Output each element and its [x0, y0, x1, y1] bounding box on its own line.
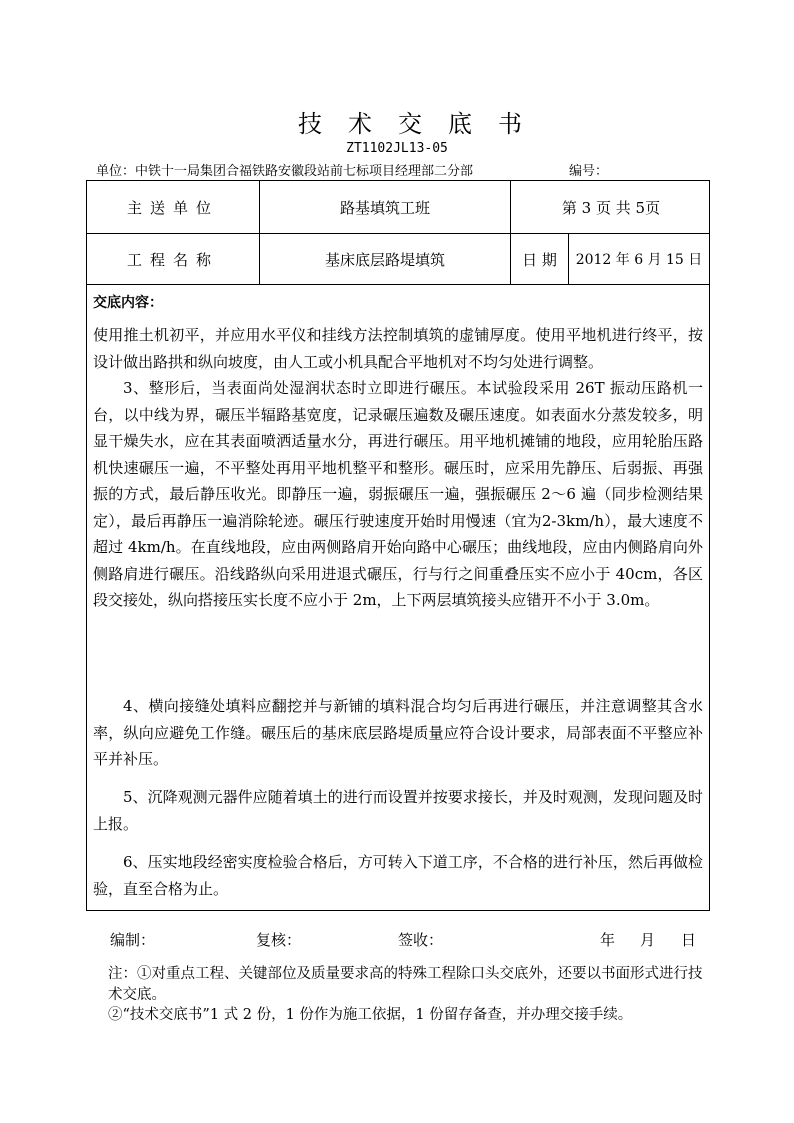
content-paragraph: 4、横向接缝处填料应翻挖并与新铺的填料混合均匀后再进行碾压，并注意调整其含水率，纵向应避免工作缝。碾压后的基床底层路堤质量应符合设计要求，局部表面不平整应补平并补压。 — [93, 697, 703, 768]
project-label: 工程名称 — [126, 250, 219, 269]
reviewer-label: 复核： — [256, 931, 302, 949]
disclosure-sheet — [86, 180, 710, 911]
page-info: 第 3 页 共 5页 — [561, 198, 661, 217]
project-value: 基床底层路堤填筑 — [324, 250, 445, 269]
signer-label: 签收： — [398, 931, 444, 949]
date-value: 2012 年 6 月 15 日 — [575, 252, 703, 268]
content-paragraph: 6、压实地段经密实度检验合格后，方可转入下道工序，不合格的进行补压，然后再做检验，直至合格为止。 — [93, 853, 703, 898]
document-title: 技术交底书 — [298, 110, 548, 138]
content-paragraph: 使用推土机初平，并应用水平仪和挂线方法控制填筑的虚铺厚度。使用平地机进行终平，按设计做出路拱和纵向坡度，由人工或小机具配合平地机对不均匀处进行调整。 — [93, 326, 703, 371]
note-2: ②“技术交底书”1 式 2 份，1 份作为施工依据，1 份留存备查，并办理交接手续。 — [108, 1007, 633, 1023]
content-paragraph: 3、整形后，当表面尚处湿润状态时立即进行碾压。本试验段采用 26T 振动压路机一台，以中线为界，碾压半辐路基宽度，记录碾压遍数及碾压速度。如表面水分蒸发较多，明显干燥失水，应在其表面喷洒适量水分，再进行碾压。用平地机摊铺的地段，应用轮胎压路机快速碾压一遍，不平整处再用平地机整平和整形。碾压时，应采用先静压、后弱振、再强振的方式，最后静压收光。即静压一遍，弱振碾压一遍，强振碾压 2～6 遍（同步检测结果定），最后再静压一遍消除轮迹。碾压行驶速度开始时用慢速（宜为2-3km/h），最大速度不超过 4km/h。在直线地段，应由两侧路肩开始向路中心碾压；曲线地段，应由内侧路肩向外侧路肩进行碾压。沿线路纵向采用进退式碾压，行与行之间重叠压实不应小于 40cm，各区段交接处，纵向搭接压实长度不应小于 2m，上下两层填筑接头应错开不小于 3.0m。 — [93, 379, 703, 609]
day-label: 日 — [681, 931, 697, 949]
month-label: 月 — [640, 931, 656, 949]
note-1: 注：①对重点工程、关键部位及质量要求高的特殊工程除口头交底外，还要以书面形式进行技术交底。 — [108, 966, 703, 1003]
content-heading: 交底内容： — [93, 295, 163, 311]
recipient-label: 主送单位 — [126, 198, 219, 217]
number-label: 编号： — [569, 164, 609, 179]
year-label: 年 — [600, 931, 616, 949]
unit-line: 单位：中铁十一局集团合福铁路安徽段站前七标项目经理部二分部 — [96, 164, 474, 179]
recipient-value: 路基填筑工班 — [339, 198, 430, 217]
document-code: ZT1102JL13-05 — [346, 141, 448, 156]
row-divider — [87, 284, 709, 285]
content-paragraph: 5、沉降观测元器件应随着填土的进行而设置并按要求接长，并及时观测，发现问题及时上报。 — [93, 788, 703, 833]
compiler-label: 编制： — [110, 931, 156, 949]
date-label: 日 期 — [522, 250, 557, 269]
